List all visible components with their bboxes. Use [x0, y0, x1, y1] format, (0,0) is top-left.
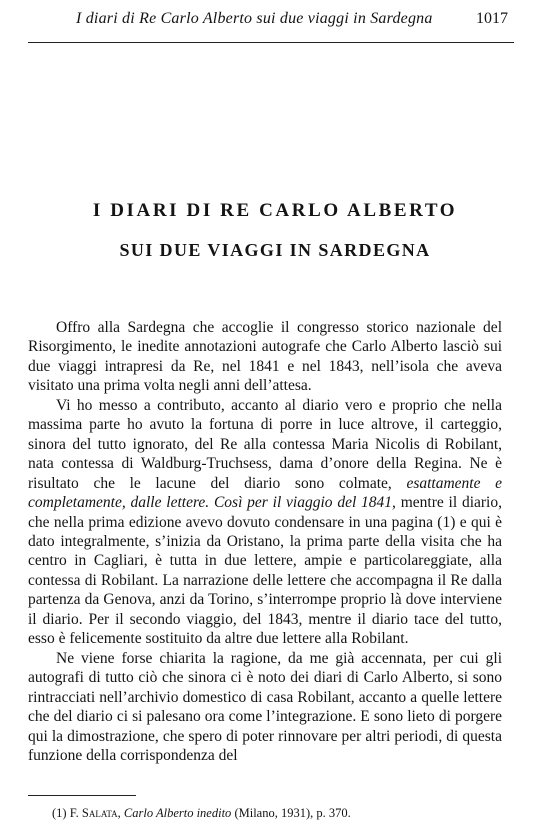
footnote-author: F. Salata, [69, 806, 121, 820]
footnote-publication: (Milano, 1931), [234, 806, 314, 820]
article-title-line-2: SUI DUE VIAGGI IN SARDEGNA [119, 240, 431, 260]
paragraph-2 [28, 396, 502, 649]
footnote-work: Carlo Alberto inedito [123, 806, 232, 820]
footnote-rule [28, 795, 136, 796]
running-head-title: I diari di Re Carlo Alberto sui due viaggi in Sardegna [76, 10, 433, 27]
footnote-marker: (1) [52, 806, 67, 820]
article-title-line-1: I DIARI DI RE CARLO ALBERTO [92, 200, 458, 221]
paragraph-2-italic: esattamente e completamente, dalle lettere. Così per il viaggio del 1841, [28, 474, 502, 512]
running-head [0, 10, 550, 32]
footnote-page: p. 370. [316, 806, 351, 820]
paragraph-1: Offro alla Sardegna che accoglie il congresso storico nazionale del Risorgimento, le inedite annotazioni autografe che Carlo Alberto lasciò sui due viaggi intrapresi da Re, nel 1841 e nel 1843, nell’isola che aveva visitato una prima volta negli anni dell’attesa. [28, 319, 502, 395]
header-rule [28, 42, 514, 43]
page-number: 1017 [476, 10, 508, 27]
article-body [28, 318, 502, 765]
paragraph-2-text-a: Vi ho messo a contributo, accanto al diario vero e proprio che nella massima parte ho avuto la fortuna di porre in luce altrove, il carteggio, sinora del tutto ignorato, del Re alla contessa Maria Nicolis di Robilant, nata contessa di Waldburg-Truchsess, dama d’onore della Regina. Ne è risultato che le lacune del diario sono colmate, [28, 396, 502, 492]
paragraph-2-text-b: mentre il diario, che nella prima edizione avevo dovuto condensare in una pagina (1) e qui è dato integralmente, s’inizia da Oristano, la prima parte della visita che ha centro in Cagliari, è tutta in due lettere, ampie e particolareggiate, alla contessa di Robilant. La narrazione delle lettere che accompagna il Re dalla partenza da Genova, anzi da Torino, s’interrompe proprio là dove interviene il diario. Per il secondo viaggio, del 1843, mentre il diario tace del tutto, esso è felicemente sostituito da altre due lettere alla Robilant. [28, 494, 502, 648]
footnote [52, 806, 351, 821]
paragraph-3: Ne viene forse chiarita la ragione, da me già accennata, per cui gli autografi di tutto ciò che sinora ci è noto dei diari di Carlo Alberto, si sono rintracciati nell’archivio domestico di casa Robilant, accanto a quelle lettere che del diario ci si palesano ora come l’integrazione. E sono lieto di porgere qui la dimostrazione, che spero di poter rinnovare per altri periodi, di questa funzione della corrispondenza del [28, 649, 502, 764]
